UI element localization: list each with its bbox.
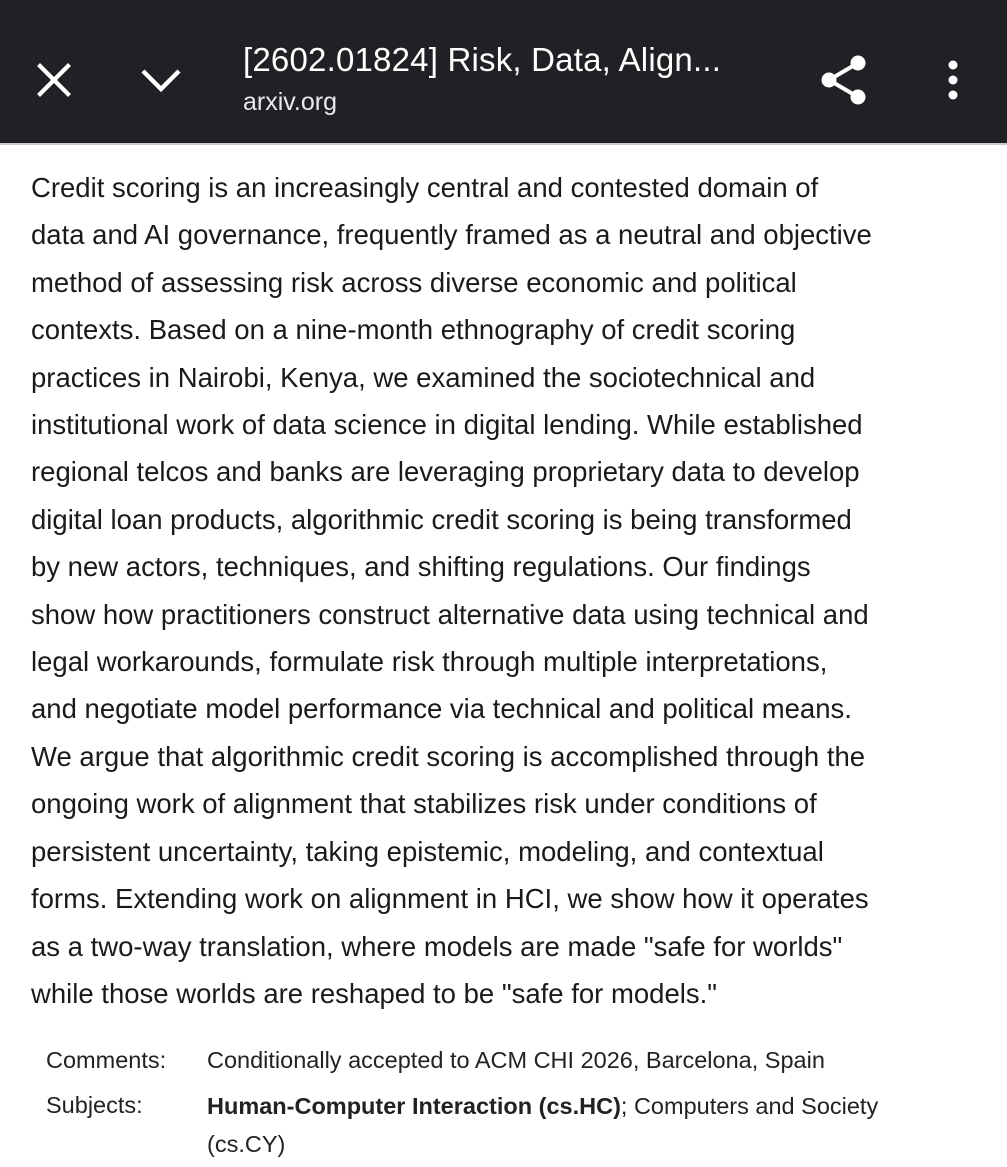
subjects-row (46, 1083, 976, 1163)
abstract-line: persistent uncertainty, taking epistemic, modeling, and contextual (31, 835, 824, 867)
abstract-line: practices in Nairobi, Kenya, we examined the sociotechnical and (31, 361, 816, 393)
subjects-label: Subjects: (46, 1092, 143, 1118)
more-options-button[interactable] (928, 48, 978, 112)
page-title: [2602.01824] Risk, Data, Align... (243, 41, 722, 78)
toolbar-divider (0, 143, 1007, 145)
secondary-subject: ; Computers and Society (620, 1093, 879, 1119)
minimize-button[interactable] (131, 50, 191, 110)
paper-metadata (46, 1038, 976, 1163)
abstract-line: regional telcos and banks are leveraging proprietary data to develop (31, 456, 860, 488)
abstract-line: as a two-way translation, where models are made "safe for worlds" (31, 930, 843, 962)
abstract-line: while those worlds are reshaped to be "safe for models." (31, 977, 717, 1009)
primary-subject: Human-Computer Interaction (cs.HC) (207, 1093, 621, 1119)
abstract-line: and negotiate model performance via technical and political means. (31, 693, 852, 725)
secondary-subject-code: (cs.CY) (207, 1131, 286, 1157)
browser-toolbar (0, 0, 1007, 143)
abstract-line: institutional work of data science in digital lending. While established (31, 409, 863, 441)
abstract-line: legal workarounds, formulate risk through multiple interpretations, (31, 646, 828, 678)
page-domain: arxiv.org (243, 88, 338, 116)
abstract-line: data and AI governance, frequently framed as a neutral and objective (31, 219, 872, 251)
abstract-line: Credit scoring is an increasingly central and contested domain of (31, 172, 819, 203)
comments-label: Comments: (46, 1047, 167, 1073)
abstract-line: We argue that algorithmic credit scoring is accomplished through the (31, 740, 866, 772)
abstract (31, 164, 981, 1017)
close-icon (36, 62, 72, 98)
abstract-line: forms. Extending work on alignment in HCI, we show how it operates (31, 883, 869, 915)
abstract-line: ongoing work of alignment that stabilizes risk under conditions of (31, 788, 817, 820)
abstract-line: method of assessing risk across diverse economic and political (31, 266, 797, 298)
comments-row (46, 1038, 976, 1083)
more-vert-icon (946, 60, 960, 100)
abstract-line: show how practitioners construct alternative data using technical and (31, 598, 869, 630)
close-button[interactable] (24, 50, 84, 110)
abstract-line: digital loan products, algorithmic credit scoring is being transformed (31, 503, 852, 535)
share-button[interactable] (812, 48, 876, 112)
comments-value: Conditionally accepted to ACM CHI 2026, Barcelona, Spain (207, 1047, 825, 1073)
abstract-line: by new actors, techniques, and shifting regulations. Our findings (31, 551, 811, 583)
share-icon (820, 54, 868, 106)
subjects-value (207, 1083, 976, 1163)
abstract-line: contexts. Based on a nine-month ethnography of credit scoring (31, 314, 796, 346)
chevron-down-icon (139, 66, 183, 94)
title-block[interactable] (243, 40, 783, 117)
